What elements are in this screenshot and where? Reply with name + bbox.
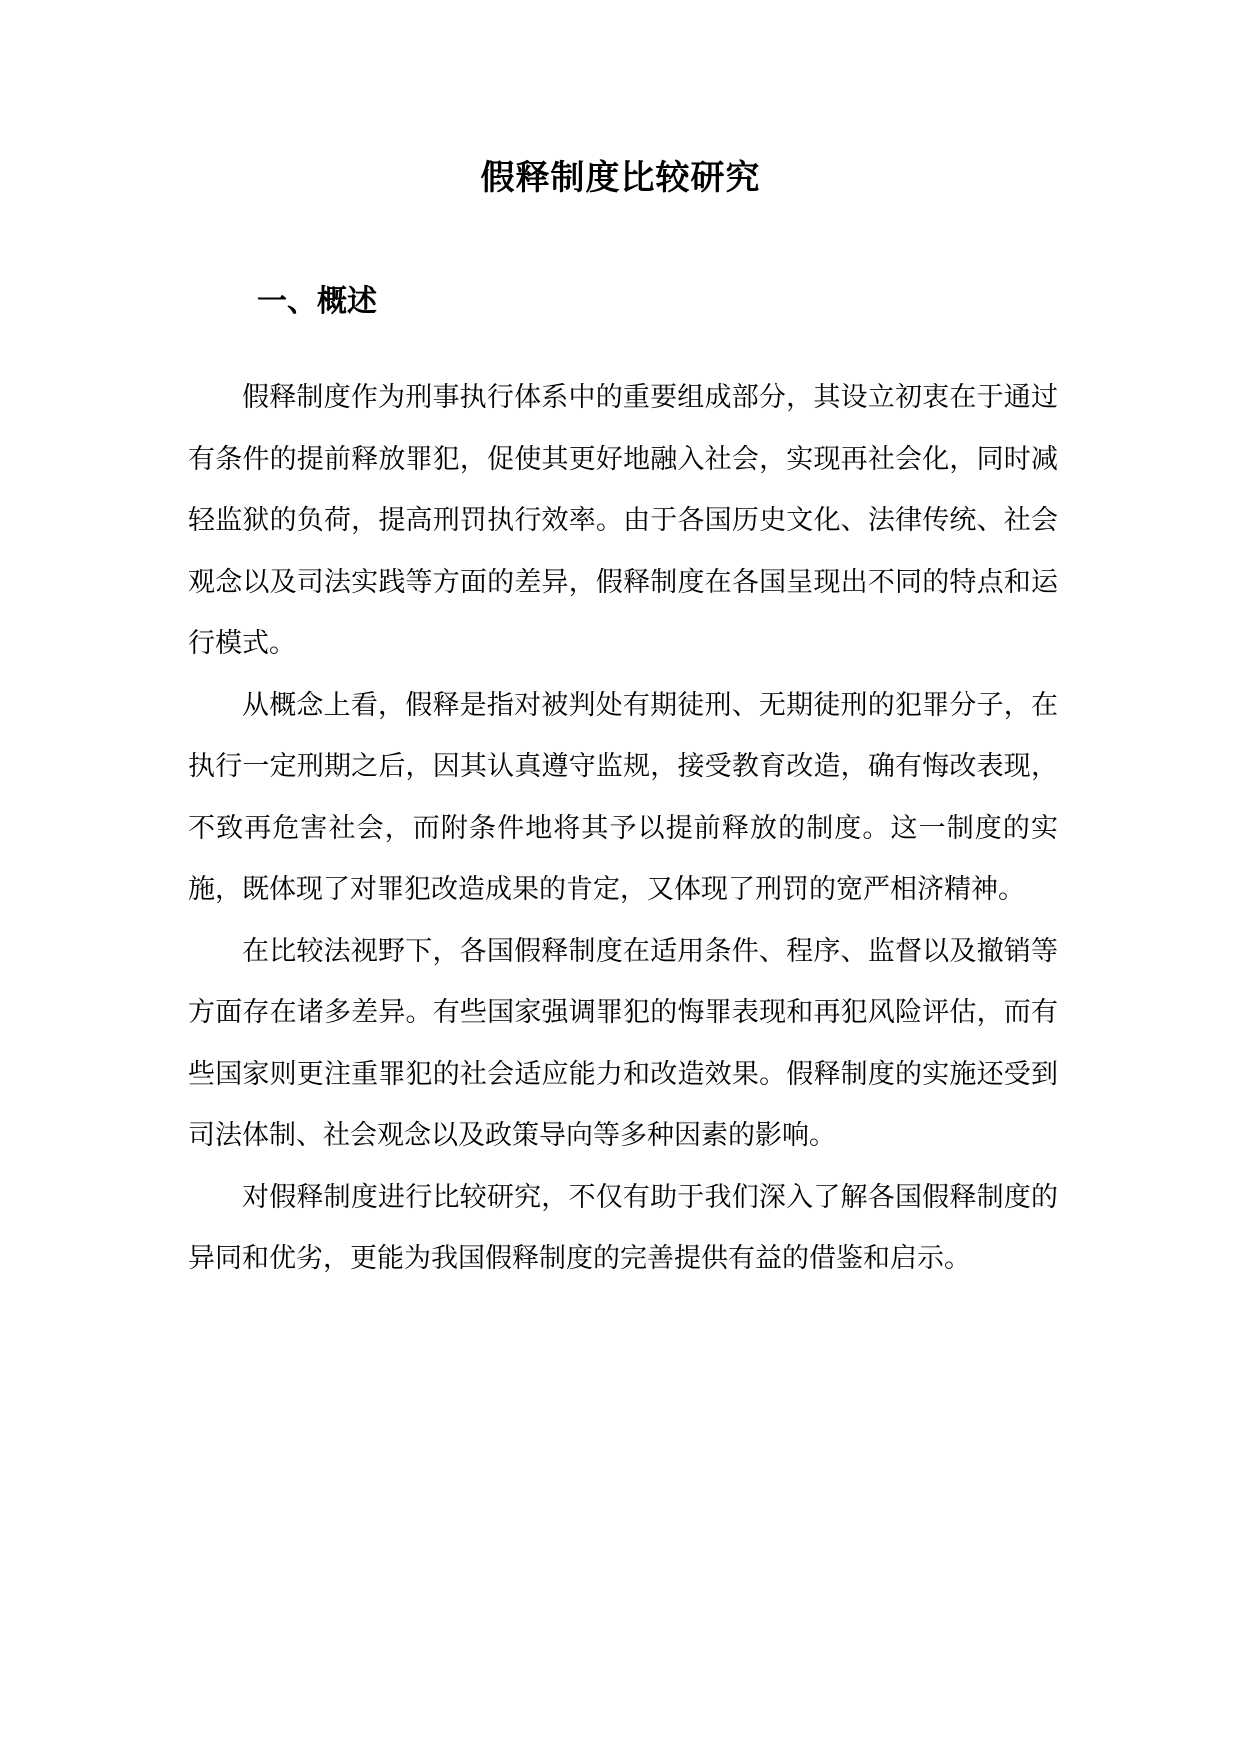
document-body bbox=[188, 367, 1058, 1290]
body-paragraph: 对假释制度进行比较研究，不仅有助于我们深入了解各国假释制度的异同和优劣，更能为我国假释制度的完善提供有益的借鉴和启示。 bbox=[188, 1181, 1058, 1274]
body-paragraph: 假释制度作为刑事执行体系中的重要组成部分，其设立初衷在于通过有条件的提前释放罪犯，促使其更好地融入社会，实现再社会化，同时减轻监狱的负荷，提高刑罚执行效率。由于各国历史文化、法律传统、社会观念以及司法实践等方面的差异，假释制度在各国呈现出不同的特点和运行模式。 bbox=[188, 382, 1058, 659]
document-title: 假释制度比较研究 bbox=[480, 158, 761, 198]
body-paragraph: 在比较法视野下，各国假释制度在适用条件、程序、监督以及撤销等方面存在诸多差异。有些国家强调罪犯的悔罪表现和再犯风险评估，而有些国家则更注重罪犯的社会适应能力和改造效果。假释制度的实施还受到司法体制、社会观念以及政策导向等多种因素的影响。 bbox=[188, 935, 1058, 1151]
section-heading: 一、概述 bbox=[257, 284, 377, 319]
body-paragraph: 从概念上看，假释是指对被判处有期徒刑、无期徒刑的犯罪分子，在执行一定刑期之后，因其认真遵守监规，接受教育改造，确有悔改表现，不致再危害社会，而附条件地将其予以提前释放的制度。这一制度的实施，既体现了对罪犯改造成果的肯定，又体现了刑罚的宽严相济精神。 bbox=[188, 689, 1058, 905]
